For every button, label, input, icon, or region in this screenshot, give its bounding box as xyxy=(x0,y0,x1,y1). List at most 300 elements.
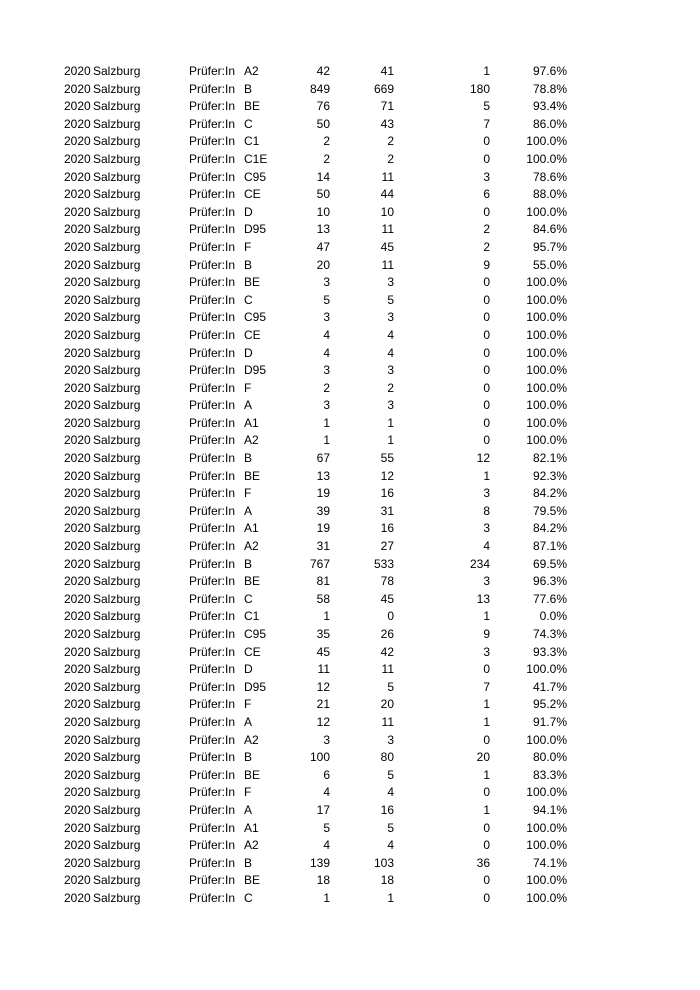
passed-count-cell: 78 xyxy=(380,574,394,589)
total-count-cell: 31 xyxy=(316,539,330,554)
role-cell: Prüfer:In xyxy=(189,415,236,430)
role-cell: Prüfer:In xyxy=(189,662,236,677)
license-class-cell: BE xyxy=(244,873,261,888)
failed-count-cell: 0 xyxy=(483,204,490,219)
license-class-cell: A xyxy=(244,714,253,729)
pass-rate-cell: 100.0% xyxy=(526,785,567,800)
passed-count-cell: 1 xyxy=(387,890,394,905)
failed-count-cell: 7 xyxy=(483,679,490,694)
total-count-cell: 14 xyxy=(316,169,330,184)
license-class-cell: F xyxy=(244,785,252,800)
pass-rate-cell: 100.0% xyxy=(526,433,567,448)
table-row xyxy=(0,397,700,415)
total-count-cell: 58 xyxy=(316,591,330,606)
total-count-cell: 50 xyxy=(316,116,330,131)
passed-count-cell: 4 xyxy=(387,785,394,800)
failed-count-cell: 234 xyxy=(469,556,490,571)
license-class-cell: C xyxy=(244,292,253,307)
failed-count-cell: 2 xyxy=(483,222,490,237)
license-class-cell: B xyxy=(244,257,253,272)
location-cell: Salzburg xyxy=(93,99,141,114)
failed-count-cell: 0 xyxy=(483,310,490,325)
total-count-cell: 17 xyxy=(316,802,330,817)
role-cell: Prüfer:In xyxy=(189,81,236,96)
passed-count-cell: 31 xyxy=(380,503,394,518)
pass-rate-cell: 95.7% xyxy=(532,239,567,254)
total-count-cell: 1 xyxy=(323,890,330,905)
table-row xyxy=(0,257,700,275)
table-row xyxy=(0,362,700,380)
failed-count-cell: 0 xyxy=(483,732,490,747)
table-row xyxy=(0,327,700,345)
passed-count-cell: 4 xyxy=(387,327,394,342)
table-row xyxy=(0,855,700,873)
failed-count-cell: 36 xyxy=(476,855,490,870)
failed-count-cell: 0 xyxy=(483,890,490,905)
license-class-cell: F xyxy=(244,239,252,254)
year-cell: 2020 xyxy=(64,662,91,677)
total-count-cell: 4 xyxy=(323,327,330,342)
passed-count-cell: 43 xyxy=(380,116,394,131)
role-cell: Prüfer:In xyxy=(189,591,236,606)
year-cell: 2020 xyxy=(64,398,91,413)
failed-count-cell: 0 xyxy=(483,838,490,853)
passed-count-cell: 5 xyxy=(387,679,394,694)
role-cell: Prüfer:In xyxy=(189,627,236,641)
pass-rate-cell: 100.0% xyxy=(526,873,567,888)
location-cell: Salzburg xyxy=(93,222,141,237)
total-count-cell: 139 xyxy=(309,855,330,870)
failed-count-cell: 20 xyxy=(476,750,490,765)
license-class-cell: D xyxy=(244,345,253,360)
failed-count-cell: 3 xyxy=(483,521,490,536)
pass-rate-cell: 100.0% xyxy=(526,890,567,905)
failed-count-cell: 2 xyxy=(483,239,490,254)
location-cell: Salzburg xyxy=(93,785,141,800)
passed-count-cell: 18 xyxy=(380,873,394,888)
table-row xyxy=(0,591,700,609)
location-cell: Salzburg xyxy=(93,433,141,448)
total-count-cell: 76 xyxy=(316,99,330,114)
license-class-cell: BE xyxy=(244,767,261,782)
pass-rate-cell: 87.1% xyxy=(532,539,567,554)
license-class-cell: A2 xyxy=(244,732,259,747)
license-class-cell: B xyxy=(244,750,253,765)
pass-rate-cell: 100.0% xyxy=(526,151,567,166)
license-class-cell: D95 xyxy=(244,363,267,378)
license-class-cell: B xyxy=(244,855,253,870)
failed-count-cell: 0 xyxy=(483,398,490,413)
passed-count-cell: 11 xyxy=(381,222,394,237)
role-cell: Prüfer:In xyxy=(189,750,236,765)
pass-rate-cell: 100.0% xyxy=(526,134,567,149)
role-cell: Prüfer:In xyxy=(189,556,236,571)
license-class-cell: C95 xyxy=(244,169,267,184)
table-row xyxy=(0,626,700,644)
license-class-cell: A1 xyxy=(244,415,259,430)
location-cell: Salzburg xyxy=(93,468,141,483)
role-cell: Prüfer:In xyxy=(189,873,236,888)
table-row xyxy=(0,767,700,785)
passed-count-cell: 27 xyxy=(380,539,394,554)
pass-rate-cell: 69.5% xyxy=(532,556,567,571)
pass-rate-cell: 100.0% xyxy=(526,838,567,853)
pass-rate-cell: 100.0% xyxy=(526,345,567,360)
table-row xyxy=(0,608,700,626)
pass-rate-cell: 93.3% xyxy=(532,644,567,659)
role-cell: Prüfer:In xyxy=(189,345,236,360)
total-count-cell: 21 xyxy=(316,697,330,712)
passed-count-cell: 44 xyxy=(380,187,394,202)
license-class-cell: A xyxy=(244,398,253,413)
table-row xyxy=(0,98,700,116)
role-cell: Prüfer:In xyxy=(189,644,236,659)
table-row xyxy=(0,749,700,767)
table-row xyxy=(0,63,700,81)
pass-rate-cell: 100.0% xyxy=(526,292,567,307)
year-cell: 2020 xyxy=(64,222,91,237)
location-cell: Salzburg xyxy=(93,855,141,870)
license-class-cell: D xyxy=(244,662,253,677)
year-cell: 2020 xyxy=(64,767,91,782)
location-cell: Salzburg xyxy=(93,292,141,307)
failed-count-cell: 4 xyxy=(483,539,490,554)
total-count-cell: 5 xyxy=(323,292,330,307)
year-cell: 2020 xyxy=(64,64,91,78)
year-cell: 2020 xyxy=(64,627,91,641)
total-count-cell: 3 xyxy=(323,398,330,413)
total-count-cell: 3 xyxy=(323,363,330,378)
license-class-cell: D95 xyxy=(244,222,267,237)
location-cell: Salzburg xyxy=(93,750,141,765)
total-count-cell: 4 xyxy=(323,838,330,853)
year-cell: 2020 xyxy=(64,275,91,290)
passed-count-cell: 669 xyxy=(373,81,394,96)
role-cell: Prüfer:In xyxy=(189,714,236,729)
failed-count-cell: 5 xyxy=(483,99,490,114)
year-cell: 2020 xyxy=(64,204,91,219)
role-cell: Prüfer:In xyxy=(189,451,236,466)
location-cell: Salzburg xyxy=(93,187,141,202)
license-class-cell: A1 xyxy=(244,521,259,536)
passed-count-cell: 11 xyxy=(381,662,394,677)
role-cell: Prüfer:In xyxy=(189,486,236,501)
data-table xyxy=(0,63,700,908)
location-cell: Salzburg xyxy=(93,574,141,589)
pass-rate-cell: 86.0% xyxy=(532,116,567,131)
location-cell: Salzburg xyxy=(93,310,141,325)
location-cell: Salzburg xyxy=(93,890,141,905)
pass-rate-cell: 100.0% xyxy=(526,310,567,325)
year-cell: 2020 xyxy=(64,116,91,131)
role-cell: Prüfer:In xyxy=(189,257,236,272)
pass-rate-cell: 88.0% xyxy=(532,187,567,202)
total-count-cell: 81 xyxy=(316,574,330,589)
role-cell: Prüfer:In xyxy=(189,99,236,114)
table-row xyxy=(0,732,700,750)
year-cell: 2020 xyxy=(64,890,91,905)
passed-count-cell: 45 xyxy=(380,239,394,254)
passed-count-cell: 2 xyxy=(387,151,394,166)
role-cell: Prüfer:In xyxy=(189,222,236,237)
failed-count-cell: 1 xyxy=(483,609,490,624)
total-count-cell: 39 xyxy=(316,503,330,518)
year-cell: 2020 xyxy=(64,433,91,448)
pass-rate-cell: 82.1% xyxy=(532,451,567,466)
role-cell: Prüfer:In xyxy=(189,539,236,554)
year-cell: 2020 xyxy=(64,732,91,747)
role-cell: Prüfer:In xyxy=(189,363,236,378)
location-cell: Salzburg xyxy=(93,714,141,729)
pass-rate-cell: 92.3% xyxy=(532,468,567,483)
year-cell: 2020 xyxy=(64,609,91,624)
role-cell: Prüfer:In xyxy=(189,327,236,342)
passed-count-cell: 103 xyxy=(373,855,394,870)
passed-count-cell: 1 xyxy=(387,415,394,430)
failed-count-cell: 3 xyxy=(483,574,490,589)
location-cell: Salzburg xyxy=(93,64,141,78)
failed-count-cell: 0 xyxy=(483,415,490,430)
table-row xyxy=(0,432,700,450)
location-cell: Salzburg xyxy=(93,169,141,184)
license-class-cell: BE xyxy=(244,275,261,290)
table-row xyxy=(0,872,700,890)
table-row xyxy=(0,239,700,257)
failed-count-cell: 8 xyxy=(483,503,490,518)
passed-count-cell: 16 xyxy=(380,486,394,501)
year-cell: 2020 xyxy=(64,81,91,96)
passed-count-cell: 5 xyxy=(387,292,394,307)
passed-count-cell: 71 xyxy=(380,99,394,114)
passed-count-cell: 16 xyxy=(380,521,394,536)
license-class-cell: BE xyxy=(244,99,261,114)
failed-count-cell: 0 xyxy=(483,327,490,342)
location-cell: Salzburg xyxy=(93,609,141,624)
passed-count-cell: 2 xyxy=(387,134,394,149)
total-count-cell: 3 xyxy=(323,275,330,290)
table-row xyxy=(0,820,700,838)
total-count-cell: 13 xyxy=(316,468,330,483)
pass-rate-cell: 84.2% xyxy=(532,486,567,501)
year-cell: 2020 xyxy=(64,310,91,325)
location-cell: Salzburg xyxy=(93,134,141,149)
passed-count-cell: 3 xyxy=(387,275,394,290)
location-cell: Salzburg xyxy=(93,767,141,782)
role-cell: Prüfer:In xyxy=(189,574,236,589)
total-count-cell: 12 xyxy=(316,679,330,694)
failed-count-cell: 3 xyxy=(483,169,490,184)
total-count-cell: 47 xyxy=(316,239,330,254)
pass-rate-cell: 80.0% xyxy=(532,750,567,765)
location-cell: Salzburg xyxy=(93,521,141,536)
role-cell: Prüfer:In xyxy=(189,64,236,78)
total-count-cell: 849 xyxy=(309,81,330,96)
passed-count-cell: 1 xyxy=(387,433,394,448)
role-cell: Prüfer:In xyxy=(189,187,236,202)
license-class-cell: F xyxy=(244,380,252,395)
role-cell: Prüfer:In xyxy=(189,503,236,518)
passed-count-cell: 0 xyxy=(387,609,394,624)
passed-count-cell: 12 xyxy=(380,468,394,483)
failed-count-cell: 9 xyxy=(483,627,490,641)
table-row xyxy=(0,169,700,187)
location-cell: Salzburg xyxy=(93,802,141,817)
failed-count-cell: 0 xyxy=(483,134,490,149)
total-count-cell: 2 xyxy=(323,151,330,166)
total-count-cell: 42 xyxy=(316,64,330,78)
location-cell: Salzburg xyxy=(93,591,141,606)
pass-rate-cell: 96.3% xyxy=(532,574,567,589)
pass-rate-cell: 100.0% xyxy=(526,732,567,747)
passed-count-cell: 10 xyxy=(380,204,394,219)
pass-rate-cell: 100.0% xyxy=(526,415,567,430)
total-count-cell: 2 xyxy=(323,134,330,149)
table-row xyxy=(0,538,700,556)
location-cell: Salzburg xyxy=(93,204,141,219)
passed-count-cell: 4 xyxy=(387,345,394,360)
table-row xyxy=(0,81,700,99)
license-class-cell: C xyxy=(244,591,253,606)
year-cell: 2020 xyxy=(64,468,91,483)
failed-count-cell: 0 xyxy=(483,873,490,888)
table-row xyxy=(0,415,700,433)
total-count-cell: 4 xyxy=(323,785,330,800)
license-class-cell: F xyxy=(244,697,252,712)
total-count-cell: 35 xyxy=(316,627,330,641)
role-cell: Prüfer:In xyxy=(189,310,236,325)
total-count-cell: 2 xyxy=(323,380,330,395)
total-count-cell: 10 xyxy=(316,204,330,219)
total-count-cell: 20 xyxy=(316,257,330,272)
pass-rate-cell: 41.7% xyxy=(532,679,567,694)
location-cell: Salzburg xyxy=(93,81,141,96)
passed-count-cell: 3 xyxy=(387,310,394,325)
location-cell: Salzburg xyxy=(93,151,141,166)
table-row xyxy=(0,345,700,363)
passed-count-cell: 11 xyxy=(381,169,394,184)
year-cell: 2020 xyxy=(64,239,91,254)
year-cell: 2020 xyxy=(64,257,91,272)
year-cell: 2020 xyxy=(64,644,91,659)
year-cell: 2020 xyxy=(64,292,91,307)
table-row xyxy=(0,274,700,292)
location-cell: Salzburg xyxy=(93,503,141,518)
total-count-cell: 3 xyxy=(323,310,330,325)
table-row xyxy=(0,661,700,679)
year-cell: 2020 xyxy=(64,838,91,853)
table-row xyxy=(0,116,700,134)
table-row xyxy=(0,679,700,697)
year-cell: 2020 xyxy=(64,486,91,501)
total-count-cell: 45 xyxy=(316,644,330,659)
role-cell: Prüfer:In xyxy=(189,433,236,448)
pass-rate-cell: 78.8% xyxy=(532,81,567,96)
license-class-cell: A2 xyxy=(244,433,259,448)
location-cell: Salzburg xyxy=(93,327,141,342)
license-class-cell: B xyxy=(244,556,253,571)
pass-rate-cell: 79.5% xyxy=(532,503,567,518)
year-cell: 2020 xyxy=(64,151,91,166)
passed-count-cell: 3 xyxy=(387,732,394,747)
role-cell: Prüfer:In xyxy=(189,855,236,870)
total-count-cell: 6 xyxy=(323,767,330,782)
license-class-cell: C95 xyxy=(244,627,267,641)
year-cell: 2020 xyxy=(64,415,91,430)
location-cell: Salzburg xyxy=(93,556,141,571)
total-count-cell: 100 xyxy=(309,750,330,765)
license-class-cell: BE xyxy=(244,468,261,483)
table-row xyxy=(0,644,700,662)
role-cell: Prüfer:In xyxy=(189,838,236,853)
pass-rate-cell: 94.1% xyxy=(532,802,567,817)
year-cell: 2020 xyxy=(64,785,91,800)
license-class-cell: B xyxy=(244,81,253,96)
total-count-cell: 1 xyxy=(323,609,330,624)
license-class-cell: C1 xyxy=(244,134,260,149)
license-class-cell: C95 xyxy=(244,310,267,325)
failed-count-cell: 1 xyxy=(483,802,490,817)
pass-rate-cell: 100.0% xyxy=(526,363,567,378)
total-count-cell: 19 xyxy=(316,486,330,501)
location-cell: Salzburg xyxy=(93,697,141,712)
year-cell: 2020 xyxy=(64,574,91,589)
license-class-cell: A2 xyxy=(244,539,259,554)
total-count-cell: 3 xyxy=(323,732,330,747)
location-cell: Salzburg xyxy=(93,363,141,378)
passed-count-cell: 45 xyxy=(380,591,394,606)
year-cell: 2020 xyxy=(64,855,91,870)
passed-count-cell: 2 xyxy=(387,380,394,395)
location-cell: Salzburg xyxy=(93,275,141,290)
failed-count-cell: 1 xyxy=(483,767,490,782)
passed-count-cell: 41 xyxy=(380,64,394,78)
role-cell: Prüfer:In xyxy=(189,398,236,413)
location-cell: Salzburg xyxy=(93,257,141,272)
pass-rate-cell: 93.4% xyxy=(532,99,567,114)
license-class-cell: A2 xyxy=(244,838,259,853)
role-cell: Prüfer:In xyxy=(189,521,236,536)
year-cell: 2020 xyxy=(64,539,91,554)
license-class-cell: CE xyxy=(244,644,261,659)
passed-count-cell: 20 xyxy=(380,697,394,712)
pass-rate-cell: 100.0% xyxy=(526,820,567,835)
failed-count-cell: 7 xyxy=(483,116,490,131)
location-cell: Salzburg xyxy=(93,239,141,254)
year-cell: 2020 xyxy=(64,187,91,202)
location-cell: Salzburg xyxy=(93,380,141,395)
license-class-cell: F xyxy=(244,486,252,501)
pass-rate-cell: 100.0% xyxy=(526,662,567,677)
table-row xyxy=(0,204,700,222)
license-class-cell: C1 xyxy=(244,609,260,624)
year-cell: 2020 xyxy=(64,380,91,395)
passed-count-cell: 3 xyxy=(387,363,394,378)
role-cell: Prüfer:In xyxy=(189,679,236,694)
pass-rate-cell: 100.0% xyxy=(526,275,567,290)
role-cell: Prüfer:In xyxy=(189,134,236,149)
license-class-cell: C1E xyxy=(244,151,268,166)
license-class-cell: A xyxy=(244,802,253,817)
passed-count-cell: 4 xyxy=(387,838,394,853)
year-cell: 2020 xyxy=(64,750,91,765)
pass-rate-cell: 74.3% xyxy=(532,627,567,641)
total-count-cell: 12 xyxy=(316,714,330,729)
location-cell: Salzburg xyxy=(93,644,141,659)
license-class-cell: C xyxy=(244,890,253,905)
role-cell: Prüfer:In xyxy=(189,802,236,817)
table-row xyxy=(0,186,700,204)
license-class-cell: D xyxy=(244,204,253,219)
